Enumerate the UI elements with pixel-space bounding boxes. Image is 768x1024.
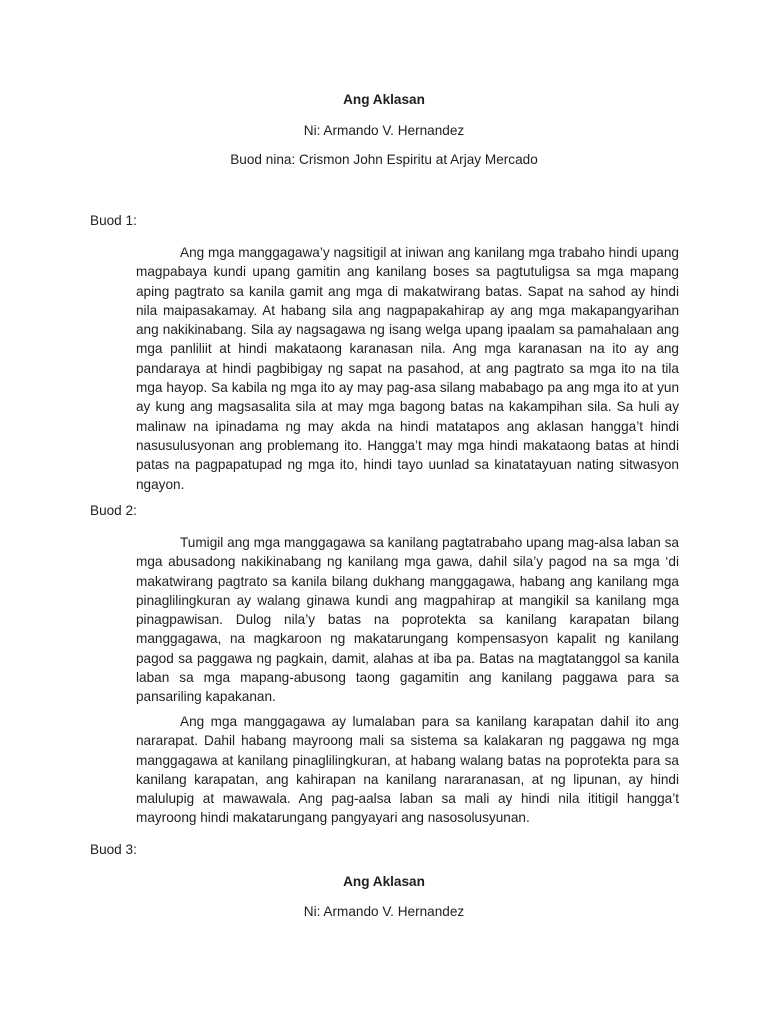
buod-2-paragraph-2: Ang mga manggagawa ay lumalaban para sa kanilang karapatan dahil ito ang nararapat. Dahil habang mayroong mali sa sistema sa kalakaran ng paggawa ng mga manggagawa at kanilang pinaglilingkuran, at habang walang batas na poprotekta para sa kanilang karapatan, ang kahirapan na kanilang nararanasan, at ng lipunan, ay hindi malulupig at mawawala. Ang pag-aalsa laban sa mali ay hindi nila ititigil hangga’t mayroong hindi makatarungang pangyayari ang nasosolusyunan. bbox=[136, 714, 679, 826]
section-label-buod-1: Buod 1: bbox=[90, 213, 137, 228]
summary-authors-line: Buod nina: Crismon John Espiritu at Arjay Mercado bbox=[230, 152, 538, 167]
buod-3-title: Ang Aklasan bbox=[343, 874, 425, 889]
section-label-buod-3: Buod 3: bbox=[90, 842, 137, 857]
buod-3-author-line: Ni: Armando V. Hernandez bbox=[303, 904, 465, 919]
document-title: Ang Aklasan bbox=[343, 92, 425, 107]
section-label-buod-2: Buod 2: bbox=[90, 503, 137, 518]
buod-2-paragraph-1: Tumigil ang mga manggagawa sa kanilang pagtatrabaho upang mag-alsa laban sa mga abusadong nakikinabang ng kanilang mga gawa, dahil sila’y pagod na sa mga ‘di makatwirang pagtrato sa kanila bilang dukhang manggagawa, habang ang kanilang mga pinaglilingkuran ay walang ginawa kundi ang magpahirap at mangikil sa kanilang mga pinagpawisan. Dulog nila’y batas na poprotekta sa kanilang karapatan bilang manggagawa, na magkaroon ng makatarungang kompensasyon kapalit ng kanilang pagod sa paggawa ng pagkain, damit, alahas at iba pa. Batas na magtatanggol sa kanila laban sa mga mapang-abusong taong gagamitin ang kanilang paggawa para sa pansariling kapakanan. bbox=[136, 535, 679, 705]
buod-1-paragraph: Ang mga manggagawa’y nagsitigil at iniwan ang kanilang mga trabaho hindi upang magpabaya kundi upang gamitin ang kanilang boses sa pagtutuligsa sa mga mapang aping pagtrato sa kanila gamit ang mga di makatwirang batas. Sapat na sahod ay hindi nila maipasakamay. At habang sila ang nagpapakahirap ay ang mga makapangyarihan ang nakikinabang. Sila ay nagsagawa ng isang welga upang ipaalam sa pamahalaan ang mga panliliit at hindi makataong karanasan nila. Ang mga karanasan na ito ay ang pandaraya at hindi pagbibigay ng sapat na pasahod, at ang pagtrato sa mga ito na tila mga hayop. Sa kabila ng mga ito ay may pag-asa silang mababago pa ang mga ito at yun ay kung ang magsasalita sila at may mga bagong batas na kakampihan sila. Sa huli ay malinaw na ipinadama ng may akda na hindi matatapos ang aklasan hangga’t hindi nasusulusyonan ang problemang ito. Hangga’t may mga hindi makataong batas at hindi patas na pagpapatupad ng mga ito, hindi tayo uunlad sa kinatatayuan nating sitwasyon ngayon. bbox=[136, 245, 679, 492]
author-line: Ni: Armando V. Hernandez bbox=[303, 123, 465, 138]
